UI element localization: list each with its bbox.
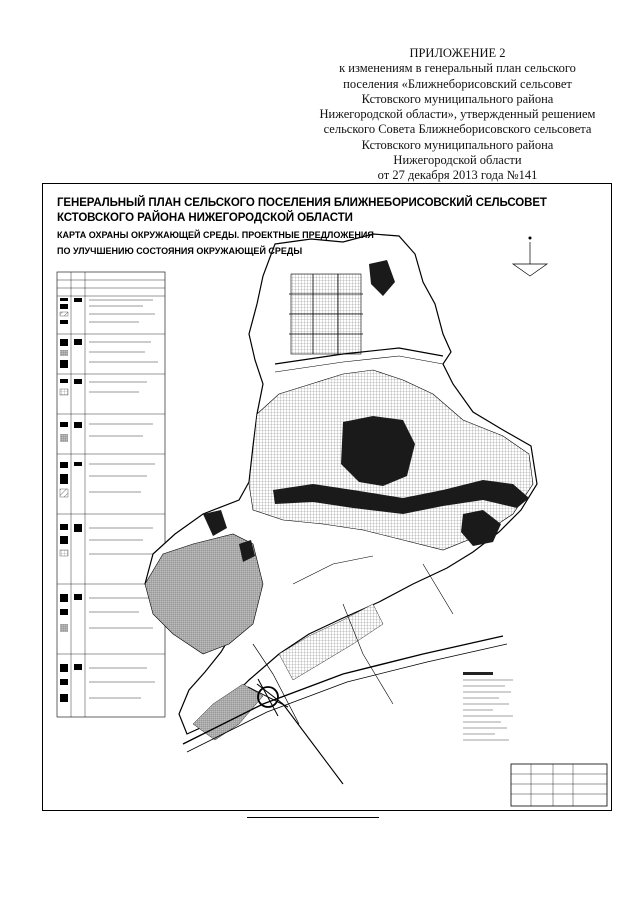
appendix-line: к изменениям в генеральный план сельского	[339, 61, 576, 76]
appendix-line: Кстовского муниципального района	[361, 137, 554, 152]
footer-rule	[247, 817, 379, 818]
map-title: ГЕНЕРАЛЬНЫЙ ПЛАН СЕЛЬСКОГО ПОСЕЛЕНИЯ БЛИЖНЕБОРИСОВСКИЙ СЕЛЬСОВЕТ	[57, 197, 547, 209]
appendix-line: Нижегородской области	[393, 153, 522, 168]
appendix-header	[285, 46, 630, 184]
legend	[57, 272, 165, 717]
appendix-line: поселения «Ближнеборисовский сельсовет	[343, 76, 572, 91]
appendix-line: сельского Совета Ближнеборисовского сельсовета	[323, 122, 592, 137]
explication-block	[463, 672, 513, 740]
map-title-block	[57, 196, 547, 257]
map-title-line2: КСТОВСКОГО РАЙОНА НИЖЕГОРОДСКОЙ ОБЛАСТИ	[57, 211, 353, 224]
map-drawing	[43, 184, 610, 809]
map-subtitle: КАРТА ОХРАНЫ ОКРУЖАЮЩЕЙ СРЕДЫ. ПРОЕКТНЫЕ ПРЕДЛОЖЕНИЯ	[57, 230, 374, 240]
appendix-title: ПРИЛОЖЕНИЕ 2	[409, 46, 506, 60]
appendix-line: Нижегородской области», утвержденный решением	[319, 107, 596, 122]
appendix-line: Кстовского муниципального района	[361, 91, 554, 106]
map-subtitle-line2: ПО УЛУЧШЕНИЮ СОСТОЯНИЯ ОКРУЖАЮЩЕЙ СРЕДЫ	[57, 246, 303, 256]
title-block	[511, 764, 607, 806]
appendix-date: от 27 декабря 2013 года №141	[377, 168, 538, 183]
map-sheet	[42, 183, 612, 811]
